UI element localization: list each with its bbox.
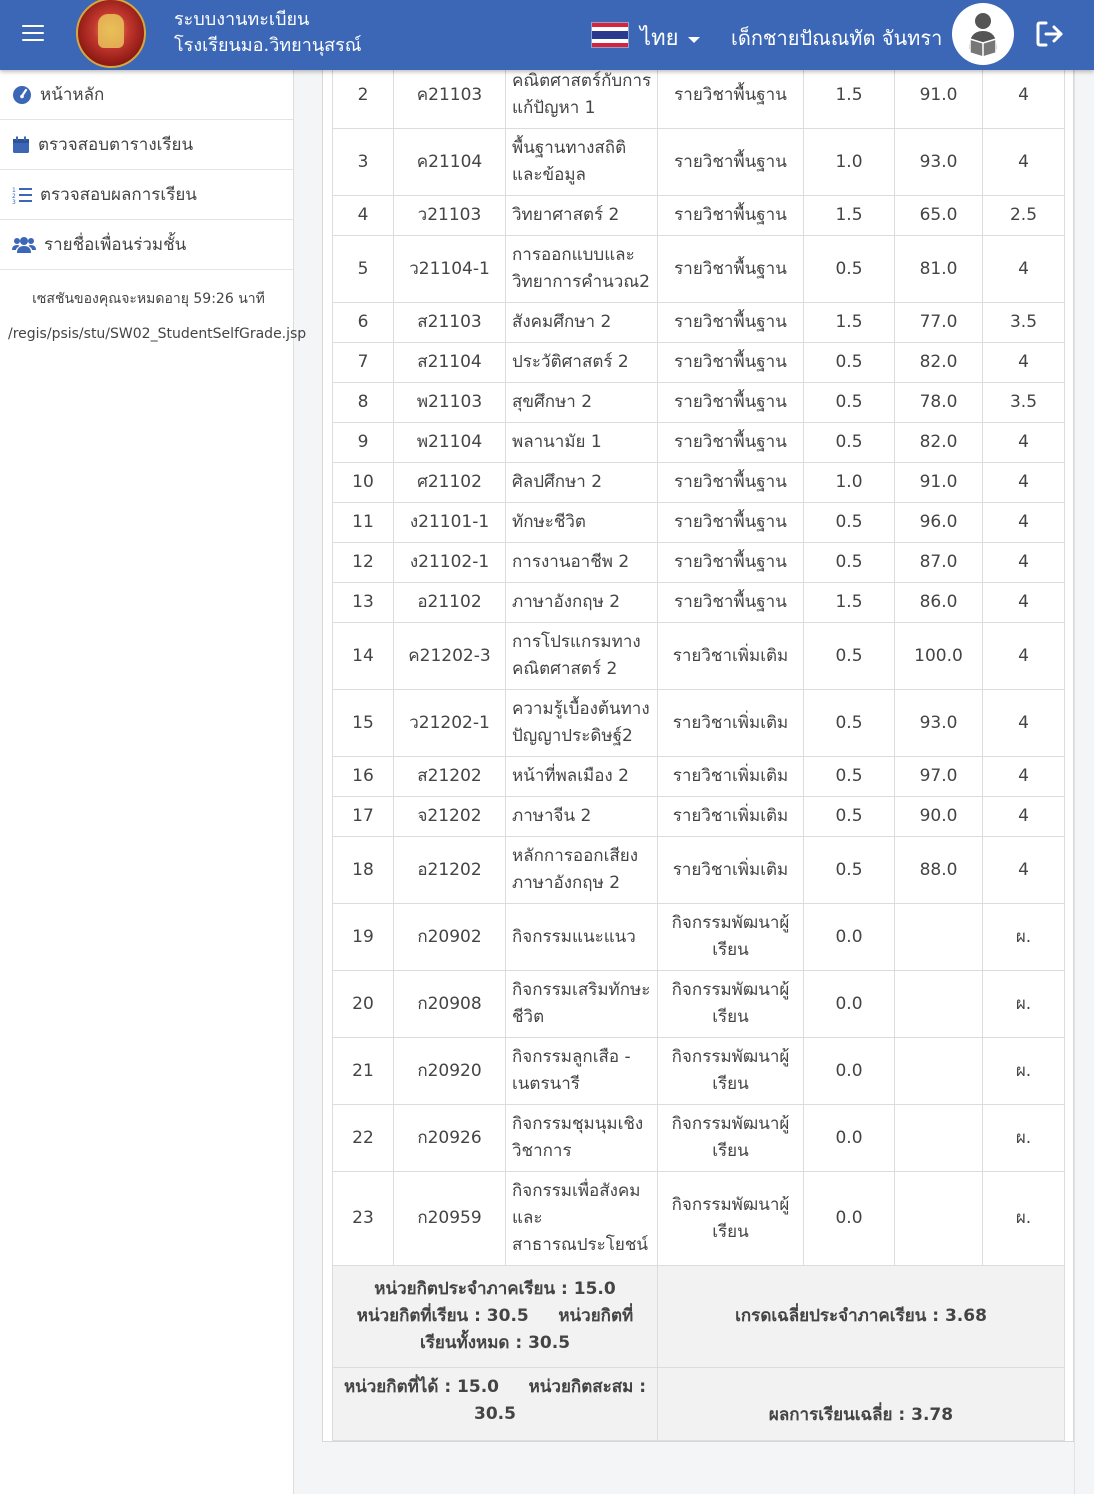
sidebar-item-label: หน้าหลัก <box>40 85 105 105</box>
subject-code: จ21202 <box>394 797 506 837</box>
page-path: /regis/psis/stu/SW02_StudentSelfGrade.jsp <box>8 326 307 342</box>
summary-row-cumulative <box>333 1368 1065 1441</box>
subject-type: รายวิชาเพิ่มเติม <box>658 837 804 904</box>
score-value: 82.0 <box>895 423 983 463</box>
subject-name: ภาษาอังกฤษ 2 <box>506 583 658 623</box>
subject-name: การงานอาชีพ 2 <box>506 543 658 583</box>
grade-value: ผ. <box>983 1172 1065 1266</box>
credit-value: 0.0 <box>804 1038 895 1105</box>
subject-type: กิจกรรมพัฒนาผู้เรียน <box>658 1172 804 1266</box>
language-label: ไทย <box>640 26 679 51</box>
table-row <box>333 757 1065 797</box>
row-number: 17 <box>333 797 394 837</box>
row-number: 19 <box>333 904 394 971</box>
grade-value: 4 <box>983 503 1065 543</box>
subject-name: คณิตศาสตร์กับการแก้ปัญหา 1 <box>506 70 658 129</box>
grade-value: 4 <box>983 757 1065 797</box>
grade-value: ผ. <box>983 1105 1065 1172</box>
total-credits: หน่วยกิตที่เรียนทั้งหมด : 30.5 <box>419 1306 634 1353</box>
row-number: 10 <box>333 463 394 503</box>
studied-credits: หน่วยกิตที่เรียน : 30.5 <box>356 1306 529 1326</box>
grade-value: 3.5 <box>983 383 1065 423</box>
row-number: 5 <box>333 236 394 303</box>
credit-value: 0.5 <box>804 343 895 383</box>
score-value: 97.0 <box>895 757 983 797</box>
subject-name: กิจกรรมลูกเสือ - เนตรนารี <box>506 1038 658 1105</box>
term-gpa: เกรดเฉลี่ยประจำภาคเรียน : 3.68 <box>658 1266 1065 1368</box>
score-value: 91.0 <box>895 70 983 129</box>
subject-name: กิจกรรมเพื่อสังคมและสาธารณประโยชน์ <box>506 1172 658 1266</box>
grade-value: ผ. <box>983 904 1065 971</box>
users-icon <box>12 236 36 254</box>
score-value <box>895 1038 983 1105</box>
subject-code: ส21202 <box>394 757 506 797</box>
score-value <box>895 904 983 971</box>
score-value: 77.0 <box>895 303 983 343</box>
score-value: 86.0 <box>895 583 983 623</box>
subject-type: รายวิชาพื้นฐาน <box>658 343 804 383</box>
subject-code: ค21202-3 <box>394 623 506 690</box>
subject-code: ศ21102 <box>394 463 506 503</box>
row-number: 20 <box>333 971 394 1038</box>
subject-name: พลานามัย 1 <box>506 423 658 463</box>
score-value <box>895 1172 983 1266</box>
summary-row-term <box>333 1266 1065 1368</box>
grade-value: 4 <box>983 543 1065 583</box>
subject-type: รายวิชาเพิ่มเติม <box>658 690 804 757</box>
score-value: 100.0 <box>895 623 983 690</box>
table-row <box>333 423 1065 463</box>
term-credits: หน่วยกิตประจำภาคเรียน : 15.0 <box>374 1279 616 1299</box>
credit-value: 0.5 <box>804 423 895 463</box>
app-title <box>174 7 361 59</box>
school-logo <box>76 0 146 68</box>
table-row <box>333 971 1065 1038</box>
sidebar-item-label: ตรวจสอบตารางเรียน <box>38 135 194 155</box>
table-row <box>333 583 1065 623</box>
credit-value: 0.5 <box>804 383 895 423</box>
subject-type: รายวิชาเพิ่มเติม <box>658 797 804 837</box>
row-number: 6 <box>333 303 394 343</box>
subject-type: รายวิชาเพิ่มเติม <box>658 623 804 690</box>
grade-value: ผ. <box>983 971 1065 1038</box>
row-number: 22 <box>333 1105 394 1172</box>
score-value: 91.0 <box>895 463 983 503</box>
score-value: 96.0 <box>895 503 983 543</box>
subject-code: ว21202-1 <box>394 690 506 757</box>
grade-value: 4 <box>983 623 1065 690</box>
table-row <box>333 623 1065 690</box>
list-ordered-icon <box>12 186 32 204</box>
table-row <box>333 303 1065 343</box>
score-value: 81.0 <box>895 236 983 303</box>
subject-type: รายวิชาพื้นฐาน <box>658 196 804 236</box>
grade-value: 4 <box>983 583 1065 623</box>
credit-value: 0.5 <box>804 797 895 837</box>
credit-value: 1.0 <box>804 129 895 196</box>
main-content <box>294 70 1094 1494</box>
caret-down-icon <box>688 37 700 43</box>
score-value: 65.0 <box>895 196 983 236</box>
accum-credits: หน่วยกิตสะสม : 30.5 <box>474 1377 647 1424</box>
subject-code: ก20908 <box>394 971 506 1038</box>
credit-value: 1.5 <box>804 196 895 236</box>
subject-name: พื้นฐานทางสถิติและข้อมูล <box>506 129 658 196</box>
subject-name: วิทยาศาสตร์ 2 <box>506 196 658 236</box>
sidebar-item-schedule[interactable] <box>0 120 293 170</box>
subject-type: กิจกรรมพัฒนาผู้เรียน <box>658 904 804 971</box>
grades-card <box>322 70 1074 1442</box>
table-row <box>333 797 1065 837</box>
subject-name: กิจกรรมชุมนุมเชิงวิชาการ <box>506 1105 658 1172</box>
dashboard-icon <box>12 85 32 105</box>
table-row <box>333 1172 1065 1266</box>
table-row <box>333 837 1065 904</box>
subject-code: ค21103 <box>394 70 506 129</box>
score-value: 88.0 <box>895 837 983 904</box>
score-value: 87.0 <box>895 543 983 583</box>
grades-table <box>332 70 1065 1441</box>
sidebar-item-home[interactable] <box>0 70 293 120</box>
credit-value: 0.0 <box>804 971 895 1038</box>
subject-code: พ21104 <box>394 423 506 463</box>
subject-name: ศิลปศึกษา 2 <box>506 463 658 503</box>
credit-value: 0.5 <box>804 503 895 543</box>
logout-icon[interactable] <box>1034 18 1066 50</box>
subject-name: หน้าที่พลเมือง 2 <box>506 757 658 797</box>
sidebar-item-label: รายชื่อเพื่อนร่วมชั้น <box>44 235 187 255</box>
row-number: 3 <box>333 129 394 196</box>
grade-value: 4 <box>983 343 1065 383</box>
subject-name: การโปรแกรมทางคณิตศาสตร์ 2 <box>506 623 658 690</box>
subject-type: รายวิชาพื้นฐาน <box>658 543 804 583</box>
row-number: 21 <box>333 1038 394 1105</box>
credit-value: 1.0 <box>804 463 895 503</box>
subject-code: ค21104 <box>394 129 506 196</box>
subject-code: ก20902 <box>394 904 506 971</box>
subject-code: อ21202 <box>394 837 506 904</box>
table-row <box>333 383 1065 423</box>
score-value <box>895 1105 983 1172</box>
credit-value: 0.0 <box>804 1105 895 1172</box>
grade-value: 2.5 <box>983 196 1065 236</box>
page-scrollbar[interactable] <box>1074 70 1094 1494</box>
grade-value: 4 <box>983 837 1065 904</box>
table-row <box>333 1038 1065 1105</box>
grade-value: 3.5 <box>983 303 1065 343</box>
row-number: 8 <box>333 383 394 423</box>
menu-icon[interactable] <box>22 25 44 43</box>
subject-name: ความรู้เบื้องต้นทางปัญญาประดิษฐ์2 <box>506 690 658 757</box>
row-number: 23 <box>333 1172 394 1266</box>
user-name: เด็กชายปัณณทัต จันทรา <box>731 26 943 50</box>
session-timer: เซสชันของคุณจะหมดอายุ 59:26 นาที <box>32 291 265 307</box>
score-value <box>895 971 983 1038</box>
row-number: 18 <box>333 837 394 904</box>
subject-code: ก20926 <box>394 1105 506 1172</box>
credit-value: 1.5 <box>804 303 895 343</box>
sidebar-item-label: ตรวจสอบผลการเรียน <box>40 185 197 205</box>
table-row <box>333 1105 1065 1172</box>
row-number: 13 <box>333 583 394 623</box>
subject-name: หลักการออกเสียงภาษาอังกฤษ 2 <box>506 837 658 904</box>
svg-text:3: 3 <box>12 198 16 204</box>
grade-value: 4 <box>983 463 1065 503</box>
row-number: 12 <box>333 543 394 583</box>
subject-name: กิจกรรมเสริมทักษะชีวิต <box>506 971 658 1038</box>
subject-type: กิจกรรมพัฒนาผู้เรียน <box>658 971 804 1038</box>
subject-type: รายวิชาพื้นฐาน <box>658 129 804 196</box>
table-row <box>333 129 1065 196</box>
earned-credits: หน่วยกิตที่ได้ : 15.0 <box>343 1377 499 1397</box>
app-title-line1: ระบบงานทะเบียน <box>174 9 310 30</box>
score-value: 82.0 <box>895 343 983 383</box>
credit-value: 0.0 <box>804 904 895 971</box>
svg-text:2: 2 <box>12 192 16 200</box>
table-row <box>333 343 1065 383</box>
subject-code: อ21102 <box>394 583 506 623</box>
subject-code: ง21101-1 <box>394 503 506 543</box>
credit-value: 0.0 <box>804 1172 895 1266</box>
score-value: 93.0 <box>895 129 983 196</box>
credit-value: 1.5 <box>804 583 895 623</box>
subject-name: สุขศึกษา 2 <box>506 383 658 423</box>
subject-type: กิจกรรมพัฒนาผู้เรียน <box>658 1105 804 1172</box>
subject-type: รายวิชาพื้นฐาน <box>658 583 804 623</box>
row-number: 11 <box>333 503 394 543</box>
subject-code: ส21104 <box>394 343 506 383</box>
subject-code: พ21103 <box>394 383 506 423</box>
subject-name: ทักษะชีวิต <box>506 503 658 543</box>
table-row <box>333 503 1065 543</box>
subject-name: สังคมศึกษา 2 <box>506 303 658 343</box>
row-number: 7 <box>333 343 394 383</box>
score-value: 93.0 <box>895 690 983 757</box>
grade-value: ผ. <box>983 1038 1065 1105</box>
subject-type: รายวิชาพื้นฐาน <box>658 236 804 303</box>
grade-value: 4 <box>983 423 1065 463</box>
subject-type: รายวิชาพื้นฐาน <box>658 463 804 503</box>
table-row <box>333 196 1065 236</box>
row-number: 15 <box>333 690 394 757</box>
grade-value: 4 <box>983 797 1065 837</box>
row-number: 9 <box>333 423 394 463</box>
grade-value: 4 <box>983 129 1065 196</box>
grade-value: 4 <box>983 690 1065 757</box>
credit-value: 0.5 <box>804 543 895 583</box>
table-row <box>333 463 1065 503</box>
grade-value: 4 <box>983 236 1065 303</box>
gpax: ผลการเรียนเฉลี่ย : 3.78 <box>658 1368 1065 1441</box>
subject-type: รายวิชาพื้นฐาน <box>658 423 804 463</box>
row-number: 14 <box>333 623 394 690</box>
subject-type: รายวิชาเพิ่มเติม <box>658 757 804 797</box>
score-value: 78.0 <box>895 383 983 423</box>
grade-value: 4 <box>983 70 1065 129</box>
sidebar <box>0 70 307 1494</box>
subject-code: ก20959 <box>394 1172 506 1266</box>
subject-type: รายวิชาพื้นฐาน <box>658 383 804 423</box>
table-row <box>333 904 1065 971</box>
subject-type: รายวิชาพื้นฐาน <box>658 503 804 543</box>
sidebar-item-classmates[interactable] <box>0 220 293 270</box>
table-row <box>333 70 1065 129</box>
subject-name: ประวัติศาสตร์ 2 <box>506 343 658 383</box>
subject-code: ง21102-1 <box>394 543 506 583</box>
thai-flag-icon[interactable] <box>591 22 629 48</box>
subject-code: ส21103 <box>394 303 506 343</box>
subject-name: ภาษาจีน 2 <box>506 797 658 837</box>
top-navbar <box>0 0 1094 70</box>
subject-code: ว21104-1 <box>394 236 506 303</box>
row-number: 4 <box>333 196 394 236</box>
svg-text:1: 1 <box>12 186 16 194</box>
subject-type: รายวิชาพื้นฐาน <box>658 70 804 129</box>
calendar-icon <box>12 136 30 154</box>
credit-value: 0.5 <box>804 837 895 904</box>
row-number: 2 <box>333 70 394 129</box>
credit-value: 0.5 <box>804 236 895 303</box>
score-value: 90.0 <box>895 797 983 837</box>
subject-type: รายวิชาพื้นฐาน <box>658 303 804 343</box>
credit-value: 0.5 <box>804 690 895 757</box>
table-row <box>333 690 1065 757</box>
subject-name: กิจกรรมแนะแนว <box>506 904 658 971</box>
credit-value: 1.5 <box>804 70 895 129</box>
table-row <box>333 236 1065 303</box>
language-dropdown[interactable] <box>640 20 700 55</box>
subject-name: การออกแบบและวิทยาการคำนวณ2 <box>506 236 658 303</box>
subject-code: ว21103 <box>394 196 506 236</box>
app-title-line2: โรงเรียนมอ.วิทยานุสรณ์ <box>174 35 362 56</box>
sidebar-item-grades[interactable] <box>0 170 293 220</box>
credit-value: 0.5 <box>804 757 895 797</box>
table-row <box>333 543 1065 583</box>
subject-type: กิจกรรมพัฒนาผู้เรียน <box>658 1038 804 1105</box>
avatar[interactable] <box>952 3 1014 65</box>
row-number: 16 <box>333 757 394 797</box>
subject-code: ก20920 <box>394 1038 506 1105</box>
credit-value: 0.5 <box>804 623 895 690</box>
